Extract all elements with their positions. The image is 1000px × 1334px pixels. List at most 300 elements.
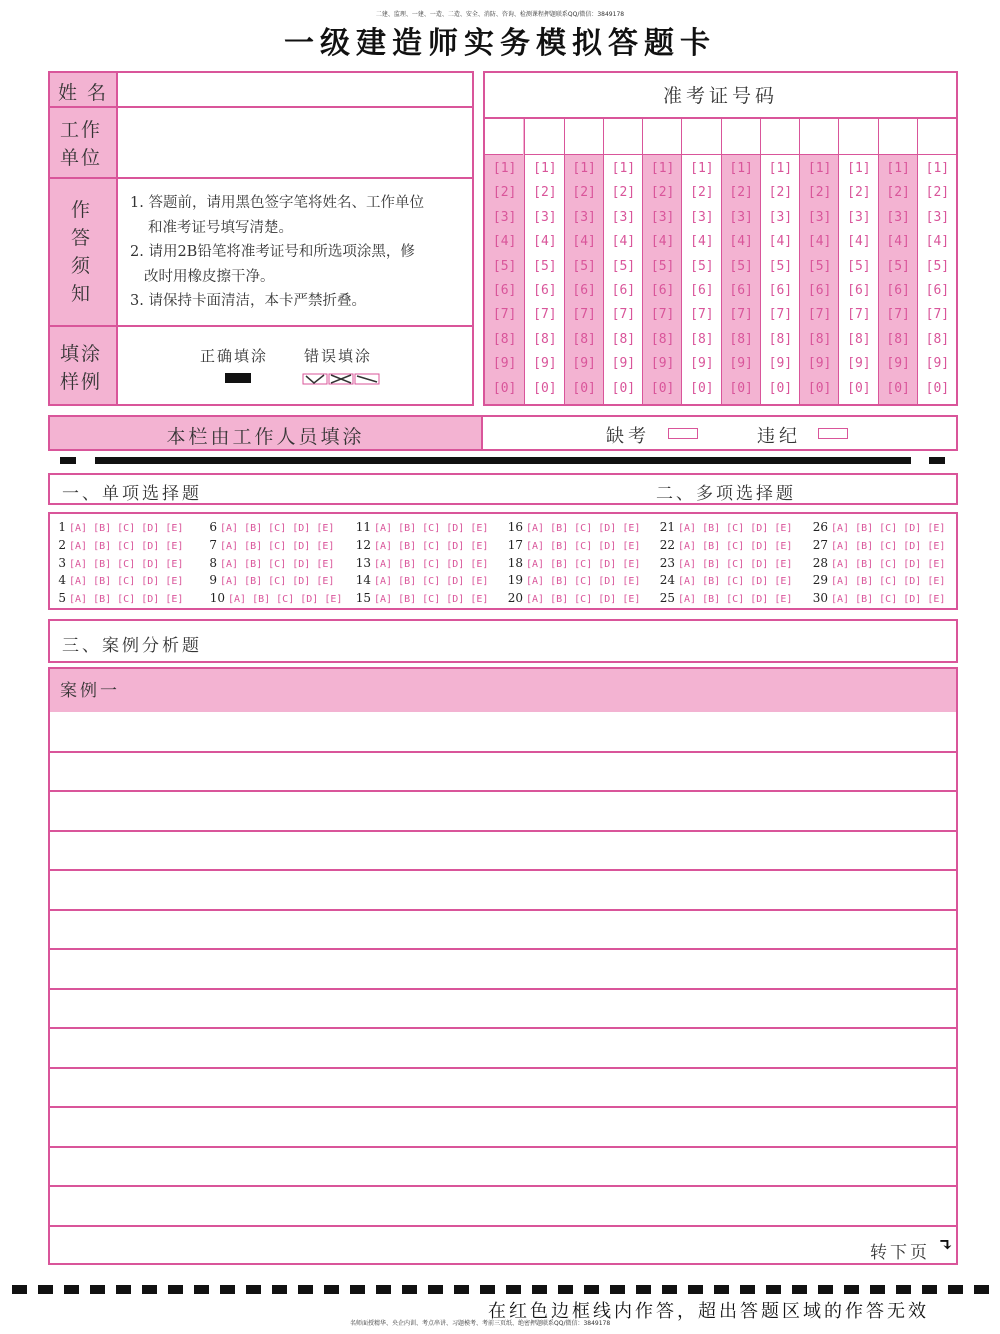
exam-id-column [603, 119, 642, 404]
multi-choice-title: 二、多项选择题 [656, 484, 796, 504]
exam-id-digit-option[interactable]: [9] [847, 356, 871, 372]
question-row[interactable] [657, 519, 792, 537]
exam-id-digit-option[interactable]: [3] [690, 209, 714, 225]
exam-id-digit-option[interactable]: [1] [807, 161, 832, 176]
exam-id-digit-option[interactable]: [9] [650, 356, 675, 372]
answer-options[interactable]: [A] [B] [C] [D] [E] [831, 523, 946, 534]
notice-line-3: 2. 请用2B铅笔将准考证号和所选项涂黑，修 [130, 244, 415, 260]
exam-id-digit-option[interactable]: [0] [847, 380, 871, 396]
work-unit-label-2: 单位 [60, 147, 103, 169]
timing-dash [558, 1285, 573, 1294]
timing-dash [974, 1285, 989, 1294]
exam-id-digit-option[interactable]: [7] [650, 307, 675, 323]
exam-id-digit-option[interactable]: [4] [650, 234, 675, 250]
question-row[interactable] [353, 555, 488, 573]
timing-dash [532, 1285, 547, 1294]
question-row[interactable] [56, 590, 183, 608]
exam-id-digit-option[interactable]: [6] [847, 283, 871, 298]
timing-dash [740, 1285, 755, 1294]
answer-options[interactable]: [A] [B] [C] [D] [E] [526, 558, 641, 570]
absent-checkbox[interactable] [668, 428, 698, 439]
exam-id-digit-option[interactable]: [4] [492, 234, 517, 250]
absent-label: 缺考 [606, 426, 650, 447]
timing-mark-left [60, 457, 76, 464]
info-box [48, 71, 474, 406]
exam-id-digit-option[interactable]: [1] [847, 161, 871, 176]
exam-id-digit-option[interactable]: [1] [690, 161, 714, 176]
exam-id-digit-option[interactable]: [5] [768, 258, 793, 274]
answer-line [50, 751, 956, 753]
exam-id-digit-option[interactable]: [9] [533, 356, 557, 372]
notice-line-1: 1. 答题前，请用黑色签字笔将姓名、工作单位 [130, 195, 424, 211]
questions-box [48, 512, 958, 610]
timing-dash [38, 1285, 53, 1294]
exam-id-column [564, 119, 603, 404]
notice-label-3: 须 [71, 255, 93, 277]
exam-id-grid [485, 119, 956, 404]
answer-options[interactable]: [A] [B] [C] [D] [E] [526, 523, 641, 534]
timing-dash [662, 1285, 677, 1294]
exam-id-digit-box[interactable] [643, 119, 681, 155]
answer-options[interactable]: [A] [B] [C] [D] [E] [69, 523, 184, 534]
timing-dash [584, 1285, 599, 1294]
example-label-2: 样例 [60, 371, 103, 393]
exam-id-digit-option[interactable]: [2] [492, 185, 517, 201]
work-unit-field[interactable] [120, 109, 472, 175]
exam-id-column [524, 119, 563, 404]
answer-area[interactable] [50, 712, 956, 1263]
exam-id-digit-option[interactable]: [3] [847, 209, 871, 225]
timing-dash [896, 1285, 911, 1294]
violation-checkbox[interactable] [818, 428, 848, 439]
turn-arrow-icon: ↴ [938, 1235, 954, 1256]
answer-options[interactable]: [A] [B] [C] [D] [E] [374, 558, 489, 570]
question-number: 27 [812, 537, 828, 552]
question-row[interactable] [207, 572, 334, 590]
exam-id-digit-option[interactable]: [6] [886, 283, 910, 298]
question-number: 19 [507, 573, 523, 588]
exam-id-digit-option[interactable]: [6] [611, 283, 636, 298]
exam-id-digit-option[interactable]: [9] [690, 356, 714, 372]
notice-text [130, 191, 470, 314]
exam-id-digit-option[interactable]: [3] [533, 209, 557, 225]
notice-label-1: 作 [71, 199, 93, 221]
exam-id-digit-option[interactable]: [0] [925, 380, 950, 396]
timing-dash [714, 1285, 729, 1294]
exam-id-digit-option[interactable]: [8] [847, 331, 871, 347]
timing-dash [220, 1285, 235, 1294]
wrong-fill-label: 错误填涂 [304, 347, 373, 365]
timing-dash [766, 1285, 781, 1294]
exam-id-digit-option[interactable]: [7] [611, 307, 636, 323]
question-row[interactable] [56, 537, 183, 555]
question-number: 3 [58, 555, 66, 570]
exam-id-digit-option[interactable]: [0] [611, 380, 636, 396]
exam-id-digit-option[interactable]: [1] [729, 161, 753, 176]
exam-id-digit-option[interactable]: [4] [925, 234, 950, 250]
answer-line [50, 1027, 956, 1029]
exam-id-digit-box[interactable] [682, 119, 720, 155]
question-number: 17 [507, 537, 523, 552]
answer-options[interactable]: [A] [B] [C] [D] [E] [678, 540, 793, 552]
bottom-note: 名师面授精华、央企内训、考点串讲、习题模考、考前三页纸、绝密押题联系QQ/微信：3849178 [350, 1320, 611, 1327]
timing-dash [454, 1285, 469, 1294]
exam-id-digit-option[interactable]: [5] [690, 258, 714, 274]
question-number: 24 [659, 573, 675, 588]
exam-id-digit-box[interactable] [761, 119, 799, 155]
exam-id-digit-option[interactable]: [3] [611, 209, 636, 225]
answer-options[interactable]: [A] [B] [C] [D] [E] [220, 523, 335, 534]
case-header [48, 619, 958, 663]
timing-dash [246, 1285, 261, 1294]
question-row[interactable] [505, 555, 640, 573]
exam-id-digit-option[interactable]: [8] [572, 331, 596, 347]
exam-id-column [642, 119, 681, 404]
exam-id-digit-option[interactable]: [0] [572, 380, 596, 396]
exam-id-digit-box[interactable] [722, 119, 760, 155]
timing-dash [376, 1285, 391, 1294]
question-row[interactable] [810, 537, 945, 555]
exam-id-digit-option[interactable]: [4] [572, 234, 596, 250]
answer-options[interactable]: [A] [B] [C] [D] [E] [220, 576, 335, 588]
wrong-fill-sample [302, 373, 382, 385]
exam-id-digit-option[interactable]: [6] [492, 283, 517, 298]
question-number: 28 [812, 555, 828, 570]
exam-id-digit-option[interactable]: [8] [925, 331, 950, 347]
exam-id-digit-option[interactable]: [1] [492, 161, 517, 176]
timing-dash [324, 1285, 339, 1294]
exam-id-digit-option[interactable]: [4] [729, 234, 753, 250]
exam-id-digit-option[interactable]: [9] [925, 356, 950, 372]
exam-id-digit-option[interactable]: [5] [925, 258, 950, 274]
timing-dash [506, 1285, 521, 1294]
name-field[interactable] [120, 75, 472, 105]
exam-id-digit-option[interactable]: [7] [729, 307, 753, 323]
exam-id-digit-option[interactable]: [6] [768, 283, 793, 298]
answer-options[interactable]: [A] [B] [C] [D] [E] [374, 540, 489, 552]
exam-id-digit-box[interactable] [604, 119, 642, 155]
question-number: 18 [507, 555, 523, 570]
exam-id-digit-option[interactable]: [8] [807, 331, 832, 347]
timing-dash [194, 1285, 209, 1294]
exam-id-digit-option[interactable]: [4] [611, 234, 636, 250]
exam-id-digit-option[interactable]: [3] [650, 209, 675, 225]
question-row[interactable] [207, 555, 334, 573]
exam-id-digit-box[interactable] [485, 119, 523, 155]
exam-id-digit-option[interactable]: [2] [533, 185, 557, 201]
exam-id-digit-option[interactable]: [5] [807, 258, 832, 274]
question-row[interactable] [657, 572, 792, 590]
question-row[interactable] [657, 555, 792, 573]
exam-id-digit-option[interactable]: [6] [690, 283, 714, 298]
staff-bar [48, 415, 958, 451]
question-number: 4 [58, 573, 66, 588]
answer-line [50, 1146, 956, 1148]
exam-id-digit-option[interactable]: [0] [492, 380, 517, 396]
footer-warning: 在红色边框线内作答，超出答题区域的作答无效 [488, 1301, 929, 1322]
answer-line [50, 830, 956, 832]
violation-label: 违纪 [757, 426, 801, 447]
answer-line [50, 1185, 956, 1187]
exam-id-digit-box[interactable] [565, 119, 603, 155]
timing-dash [298, 1285, 313, 1294]
question-number: 14 [355, 573, 371, 588]
question-number: 8 [209, 555, 217, 570]
exam-id-digit-option[interactable]: [6] [807, 283, 832, 298]
exam-id-digit-option[interactable]: [5] [572, 258, 596, 274]
question-row[interactable] [505, 537, 640, 555]
exam-id-column [681, 119, 720, 404]
exam-id-digit-option[interactable]: [6] [729, 283, 753, 298]
exam-id-digit-option[interactable]: [9] [611, 356, 636, 372]
question-row[interactable] [810, 590, 945, 608]
answer-options[interactable]: [A] [B] [C] [D] [E] [69, 558, 184, 570]
question-number: 5 [58, 591, 66, 606]
exam-id-digit-option[interactable]: [4] [690, 234, 714, 250]
question-row[interactable] [810, 555, 945, 573]
exam-id-digit-option[interactable]: [1] [533, 161, 557, 176]
question-row[interactable] [56, 519, 183, 537]
exam-id-digit-box[interactable] [879, 119, 917, 155]
exam-id-digit-option[interactable]: [9] [729, 356, 753, 372]
question-row[interactable] [810, 519, 945, 537]
question-row[interactable] [353, 572, 488, 590]
exam-id-digit-option[interactable]: [7] [886, 307, 910, 323]
exam-id-digit-option[interactable]: [5] [847, 258, 871, 274]
exam-id-digit-option[interactable]: [2] [847, 185, 871, 201]
exam-id-digit-option[interactable]: [8] [533, 331, 557, 347]
exam-id-digit-option[interactable]: [3] [886, 209, 910, 225]
exam-id-digit-option[interactable]: [8] [886, 331, 910, 347]
exam-id-digit-option[interactable]: [2] [886, 185, 910, 201]
exam-id-digit-option[interactable]: [0] [807, 380, 832, 396]
exam-id-digit-option[interactable]: [9] [807, 356, 832, 372]
question-row[interactable] [207, 519, 334, 537]
notice-label-4: 知 [71, 283, 93, 305]
exam-id-digit-option[interactable]: [5] [886, 258, 910, 274]
exam-id-title: 准考证号码 [662, 85, 778, 107]
exam-id-digit-option[interactable]: [5] [650, 258, 675, 274]
question-row[interactable] [505, 572, 640, 590]
exam-id-digit-option[interactable]: [8] [690, 331, 714, 347]
single-choice-title: 一、单项选择题 [62, 484, 202, 504]
exam-id-digit-option[interactable]: [5] [492, 258, 517, 274]
answer-line [50, 909, 956, 911]
exam-id-digit-option[interactable]: [2] [611, 185, 636, 201]
question-number: 16 [507, 520, 523, 534]
answer-options[interactable]: [A] [B] [C] [D] [E] [526, 540, 641, 552]
question-row[interactable] [207, 590, 342, 608]
timing-dash [90, 1285, 105, 1294]
question-row[interactable] [657, 590, 792, 608]
question-number: 12 [355, 537, 371, 552]
case-one-title: 案例一 [60, 681, 120, 701]
exam-id-digit-option[interactable]: [1] [650, 161, 675, 176]
question-row[interactable] [56, 555, 183, 573]
timing-dash [64, 1285, 79, 1294]
answer-options[interactable]: [A] [B] [C] [D] [E] [526, 594, 641, 606]
answer-options[interactable]: [A] [B] [C] [D] [E] [831, 594, 946, 606]
exam-id-digit-option[interactable]: [9] [572, 356, 596, 372]
exam-id-digit-option[interactable]: [0] [533, 380, 557, 396]
question-number: 29 [812, 573, 828, 588]
exam-id-digit-option[interactable]: [7] [690, 307, 714, 323]
exam-id-digit-option[interactable]: [8] [768, 331, 793, 347]
exam-id-digit-option[interactable]: [0] [768, 380, 793, 396]
question-row[interactable] [353, 519, 488, 537]
timing-mark-right [929, 457, 945, 464]
question-row[interactable] [810, 572, 945, 590]
question-row[interactable] [207, 537, 334, 555]
exam-id-box [483, 71, 958, 406]
exam-id-digit-option[interactable]: [5] [611, 258, 636, 274]
answer-options[interactable]: [A] [B] [C] [D] [E] [69, 594, 184, 606]
exam-id-digit-option[interactable]: [1] [611, 161, 636, 176]
exam-id-digit-option[interactable]: [4] [847, 234, 871, 250]
exam-id-digit-option[interactable]: [1] [768, 161, 793, 176]
exam-id-digit-box[interactable] [839, 119, 877, 155]
answer-options[interactable]: [A] [B] [C] [D] [E] [831, 576, 946, 588]
exam-id-digit-option[interactable]: [6] [572, 283, 596, 298]
exam-id-digit-option[interactable]: [6] [925, 283, 950, 298]
exam-id-digit-box[interactable] [918, 119, 956, 155]
exam-id-digit-option[interactable]: [0] [650, 380, 675, 396]
exam-id-digit-option[interactable]: [7] [533, 307, 557, 323]
exam-id-digit-option[interactable]: [7] [807, 307, 832, 323]
exam-id-digit-option[interactable]: [2] [768, 185, 793, 201]
exam-id-column [838, 119, 877, 404]
question-row[interactable] [56, 572, 183, 590]
exam-id-digit-option[interactable]: [2] [650, 185, 675, 201]
answer-options[interactable]: [A] [B] [C] [D] [E] [526, 576, 641, 588]
notice-label-2: 答 [71, 227, 93, 249]
question-number: 10 [209, 591, 225, 606]
question-number: 13 [355, 555, 371, 570]
exam-id-column [485, 119, 524, 404]
exam-id-column [799, 119, 838, 404]
answer-options[interactable]: [A] [B] [C] [D] [E] [678, 594, 793, 606]
timing-dash [480, 1285, 495, 1294]
correct-fill-sample [225, 373, 251, 383]
question-number: 26 [812, 520, 828, 534]
exam-id-digit-option[interactable]: [9] [492, 356, 517, 372]
exam-id-digit-option[interactable]: [1] [886, 161, 910, 176]
timing-dash [116, 1285, 131, 1294]
exam-id-digit-option[interactable]: [9] [886, 356, 910, 372]
exam-id-digit-option[interactable]: [4] [533, 234, 557, 250]
exam-id-digit-box[interactable] [800, 119, 838, 155]
exam-id-digit-option[interactable]: [3] [729, 209, 753, 225]
question-number: 11 [355, 520, 371, 534]
question-number: 21 [659, 520, 675, 534]
exam-id-digit-option[interactable]: [3] [925, 209, 950, 225]
exam-id-digit-option[interactable]: [8] [729, 331, 753, 347]
answer-options[interactable]: [A] [B] [C] [D] [E] [374, 523, 489, 534]
exam-id-digit-option[interactable]: [2] [572, 185, 596, 201]
answer-options[interactable]: [A] [B] [C] [D] [E] [69, 540, 184, 552]
question-row[interactable] [505, 519, 640, 537]
question-number: 1 [58, 520, 66, 534]
exam-id-digit-option[interactable]: [3] [492, 209, 517, 225]
answer-options[interactable]: [A] [B] [C] [D] [E] [220, 558, 335, 570]
exam-id-digit-option[interactable]: [5] [533, 258, 557, 274]
exam-id-digit-option[interactable]: [3] [768, 209, 793, 225]
exam-id-digit-option[interactable]: [7] [925, 307, 950, 323]
answer-line [50, 988, 956, 990]
timing-dash [844, 1285, 859, 1294]
exam-id-digit-option[interactable]: [8] [492, 331, 517, 347]
answer-options[interactable]: [A] [B] [C] [D] [E] [831, 540, 946, 552]
answer-line [50, 869, 956, 871]
exam-id-digit-option[interactable]: [9] [768, 356, 793, 372]
exam-id-digit-option[interactable]: [2] [807, 185, 832, 201]
exam-id-digit-option[interactable]: [4] [886, 234, 910, 250]
exam-id-digit-option[interactable]: [5] [729, 258, 753, 274]
exam-id-digit-option[interactable]: [7] [572, 307, 596, 323]
exam-id-digit-option[interactable]: [1] [925, 161, 950, 176]
question-number: 30 [812, 591, 828, 606]
timing-dash [948, 1285, 963, 1294]
exam-id-digit-option[interactable]: [0] [886, 380, 910, 396]
question-row[interactable] [657, 537, 792, 555]
exam-id-digit-option[interactable]: [0] [690, 380, 714, 396]
exam-id-digit-option[interactable]: [4] [768, 234, 793, 250]
question-number: 2 [58, 537, 66, 552]
answer-options[interactable]: [A] [B] [C] [D] [E] [69, 576, 184, 588]
exam-id-digit-option[interactable]: [7] [492, 307, 517, 323]
exam-id-digit-option[interactable]: [2] [925, 185, 950, 201]
exam-id-digit-option[interactable]: [7] [847, 307, 871, 323]
exam-id-column [917, 119, 956, 404]
question-number: 15 [355, 591, 371, 606]
question-row[interactable] [505, 590, 640, 608]
exam-id-digit-option[interactable]: [6] [650, 283, 675, 298]
question-row[interactable] [353, 590, 488, 608]
name-label: 姓 名 [58, 82, 109, 104]
question-row[interactable] [353, 537, 488, 555]
exam-id-digit-option[interactable]: [3] [807, 209, 832, 225]
exam-id-digit-option[interactable]: [8] [611, 331, 636, 347]
question-number: 6 [209, 520, 217, 534]
exam-id-digit-option[interactable]: [8] [650, 331, 675, 347]
exam-id-digit-option[interactable]: [2] [690, 185, 714, 201]
exam-id-digit-option[interactable]: [1] [572, 161, 596, 176]
exam-id-digit-option[interactable]: [7] [768, 307, 793, 323]
exam-id-digit-option[interactable]: [4] [807, 234, 832, 250]
exam-id-digit-option[interactable]: [6] [533, 283, 557, 298]
answer-options[interactable]: [A] [B] [C] [D] [E] [678, 576, 793, 588]
answer-options[interactable]: [A] [B] [C] [D] [E] [678, 523, 793, 534]
answer-options[interactable]: [A] [B] [C] [D] [E] [831, 558, 946, 570]
timing-dash [350, 1285, 365, 1294]
answer-options[interactable]: [A] [B] [C] [D] [E] [678, 558, 793, 570]
answer-line [50, 948, 956, 950]
next-page-label: 转下页 [870, 1243, 930, 1263]
exam-id-digit-box[interactable] [525, 119, 563, 155]
answer-options[interactable]: [A] [B] [C] [D] [E] [374, 594, 489, 606]
timing-dash [428, 1285, 443, 1294]
answer-options[interactable]: [A] [B] [C] [D] [E] [228, 594, 343, 606]
notice-line-5: 3. 请保持卡面清洁，本卡严禁折叠。 [130, 293, 366, 309]
exam-id-digit-option[interactable]: [0] [729, 380, 753, 396]
exam-id-digit-option[interactable]: [2] [729, 185, 753, 201]
case-one-box [48, 667, 958, 1265]
exam-id-digit-option[interactable]: [3] [572, 209, 596, 225]
answer-options[interactable]: [A] [B] [C] [D] [E] [374, 576, 489, 588]
timing-dash [870, 1285, 885, 1294]
answer-options[interactable]: [A] [B] [C] [D] [E] [220, 540, 335, 552]
exam-id-column [878, 119, 917, 404]
